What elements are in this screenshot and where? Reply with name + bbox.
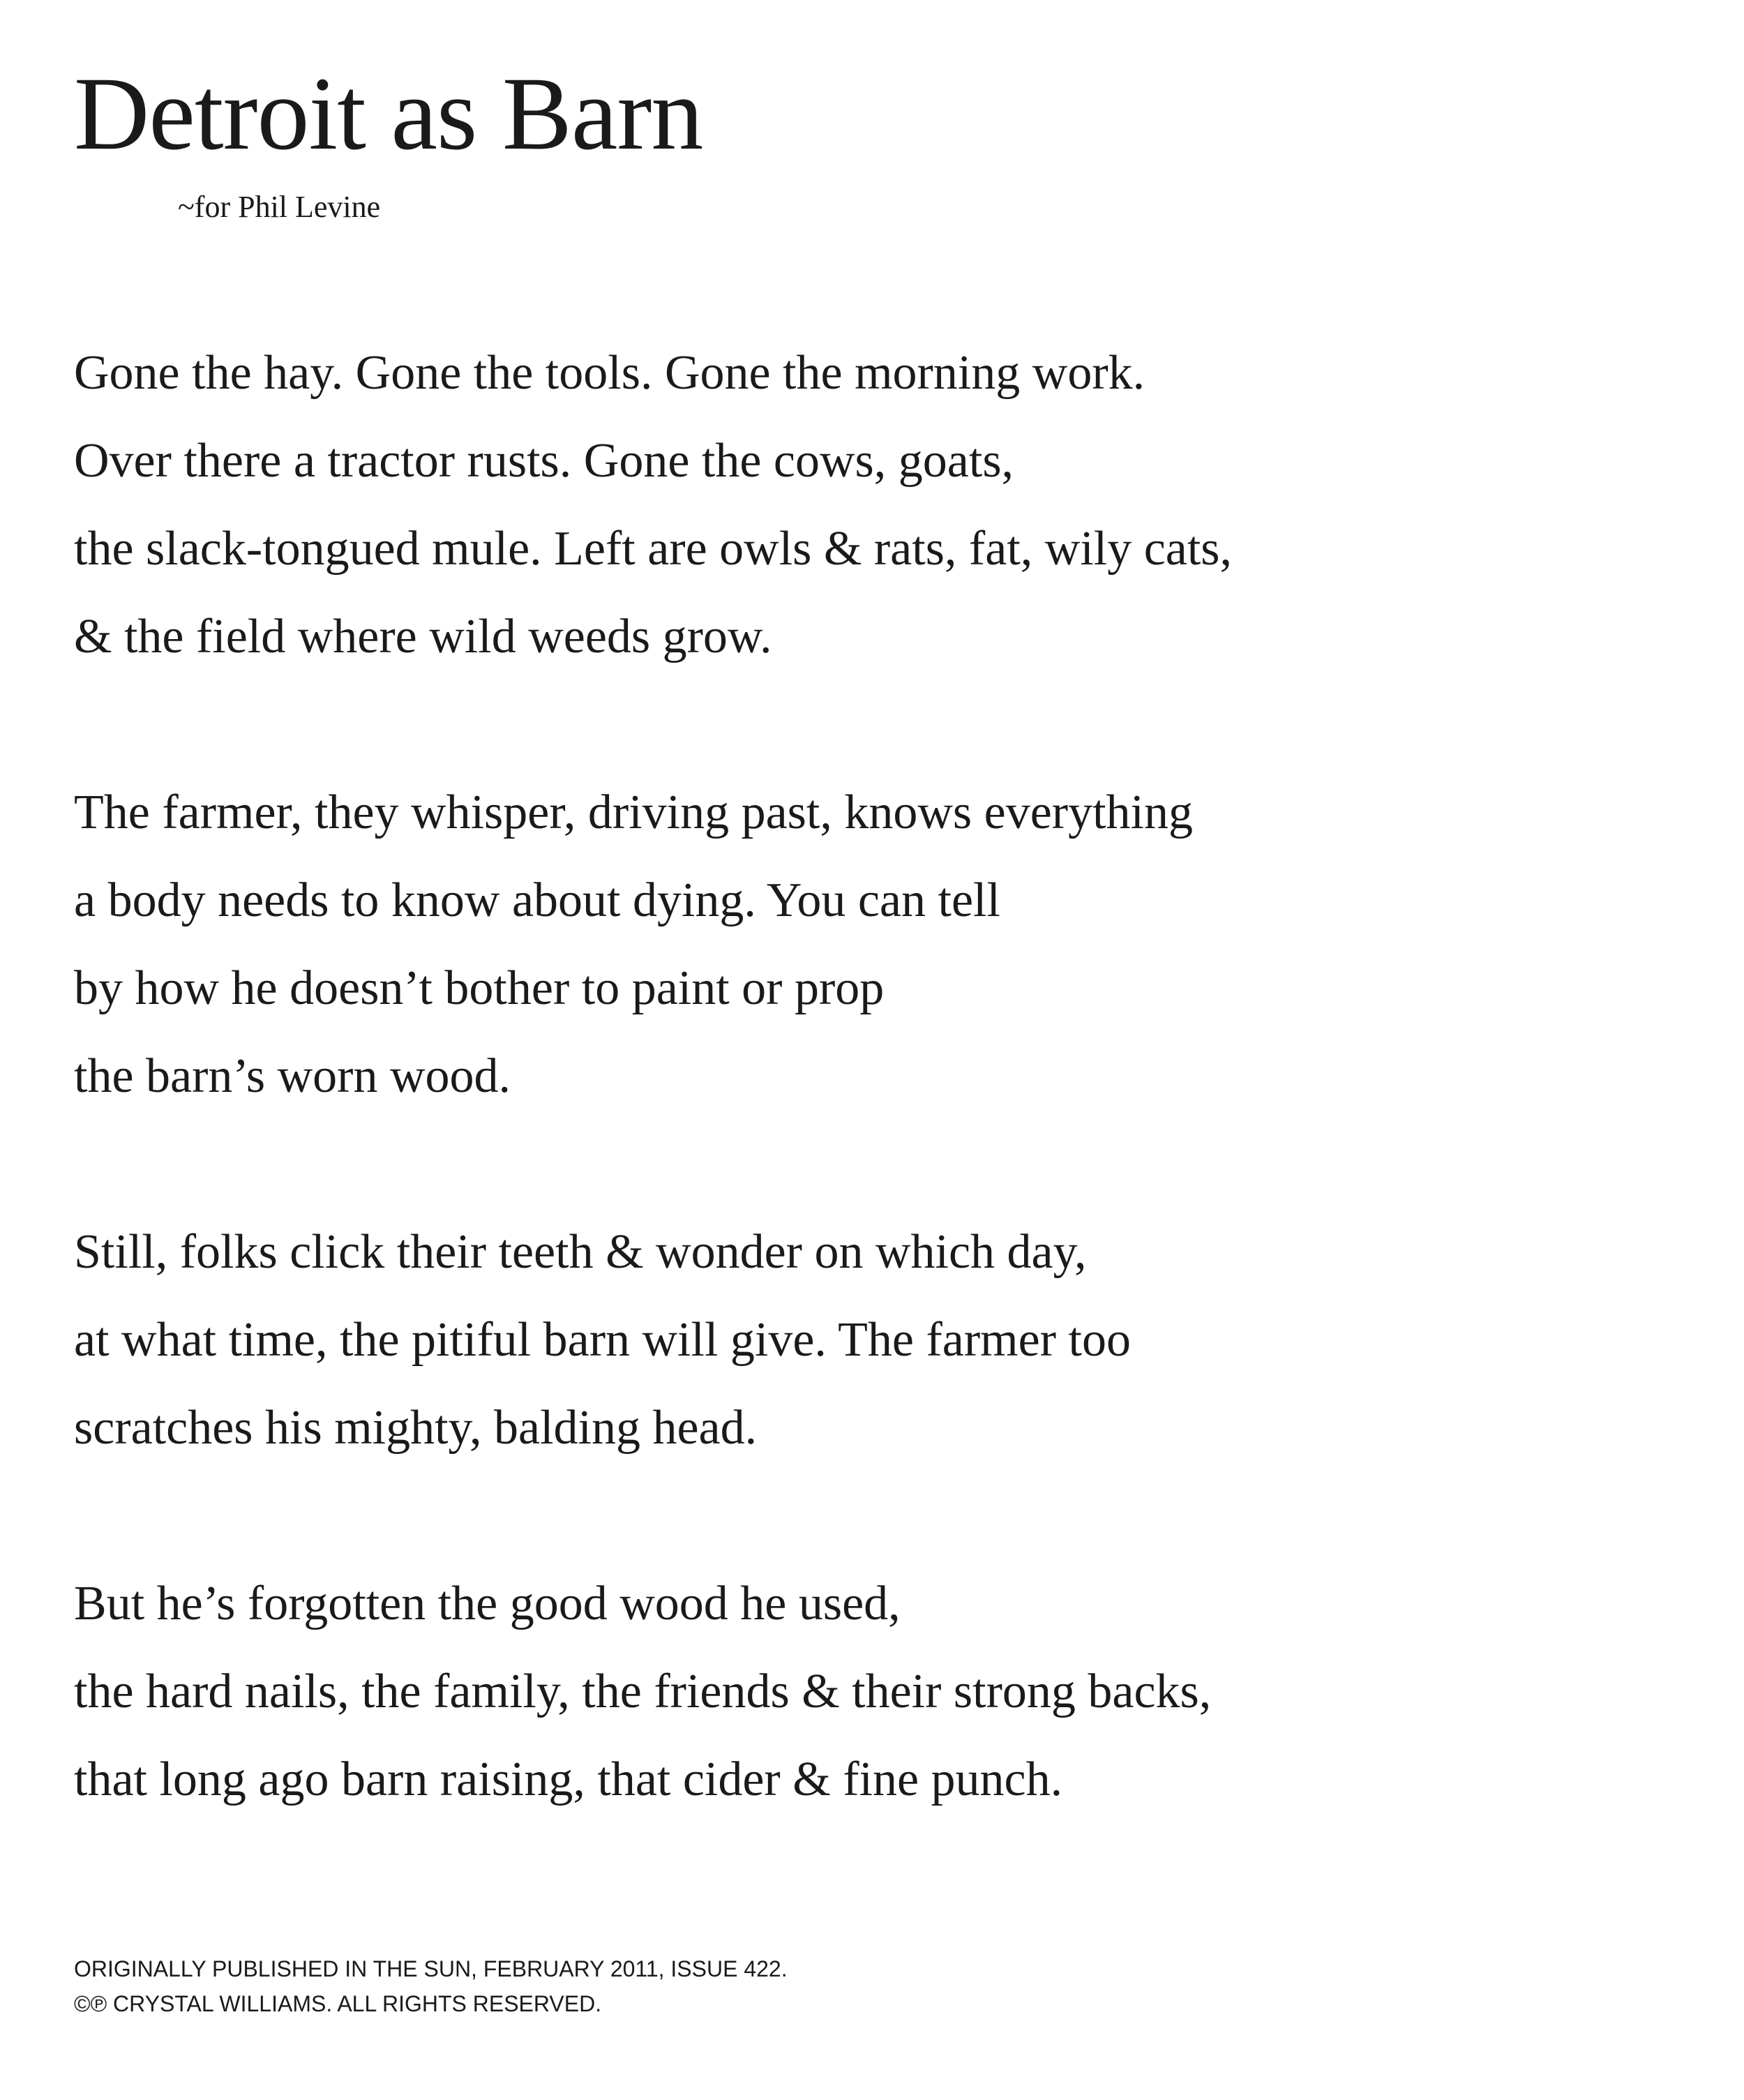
poem-line: But he’s forgotten the good wood he used,	[74, 1577, 901, 1630]
publication-note: ORIGINALLY PUBLISHED IN THE SUN, FEBRUARY 2011, ISSUE 422.	[74, 1956, 788, 1981]
publication-footer	[74, 1951, 788, 2021]
poem-line: a body needs to know about dying. You can tell	[74, 873, 1000, 927]
poem-line: scratches his mighty, balding head.	[74, 1401, 758, 1455]
poem-title: Detroit as Barn	[74, 56, 703, 172]
poem-line: by how he doesn’t bother to paint or prop	[74, 961, 885, 1015]
poem-line: & the field where wild weeds grow.	[74, 610, 772, 663]
copyright-note: ©℗ CRYSTAL WILLIAMS. ALL RIGHTS RESERVED.	[74, 1991, 602, 2016]
poem-line: Gone the hay. Gone the tools. Gone the morning work.	[74, 346, 1145, 400]
poem-line: Over there a tractor rusts. Gone the cows, goats,	[74, 434, 1014, 488]
poem-line: Still, folks click their teeth & wonder on which day,	[74, 1225, 1087, 1279]
poem-dedication: ~for Phil Levine	[178, 190, 381, 224]
poem-line: the hard nails, the family, the friends & their strong backs,	[74, 1665, 1212, 1718]
poem-line: The farmer, they whisper, driving past, knows everything	[74, 786, 1193, 839]
poem-line: at what time, the pitiful barn will give. The farmer too	[74, 1313, 1131, 1367]
poem-line: the slack-tongued mule. Left are owls & rats, fat, wily cats,	[74, 522, 1233, 576]
poem-line: that long ago barn raising, that cider & fine punch.	[74, 1753, 1063, 1806]
poem-line: the barn’s worn wood.	[74, 1049, 511, 1103]
